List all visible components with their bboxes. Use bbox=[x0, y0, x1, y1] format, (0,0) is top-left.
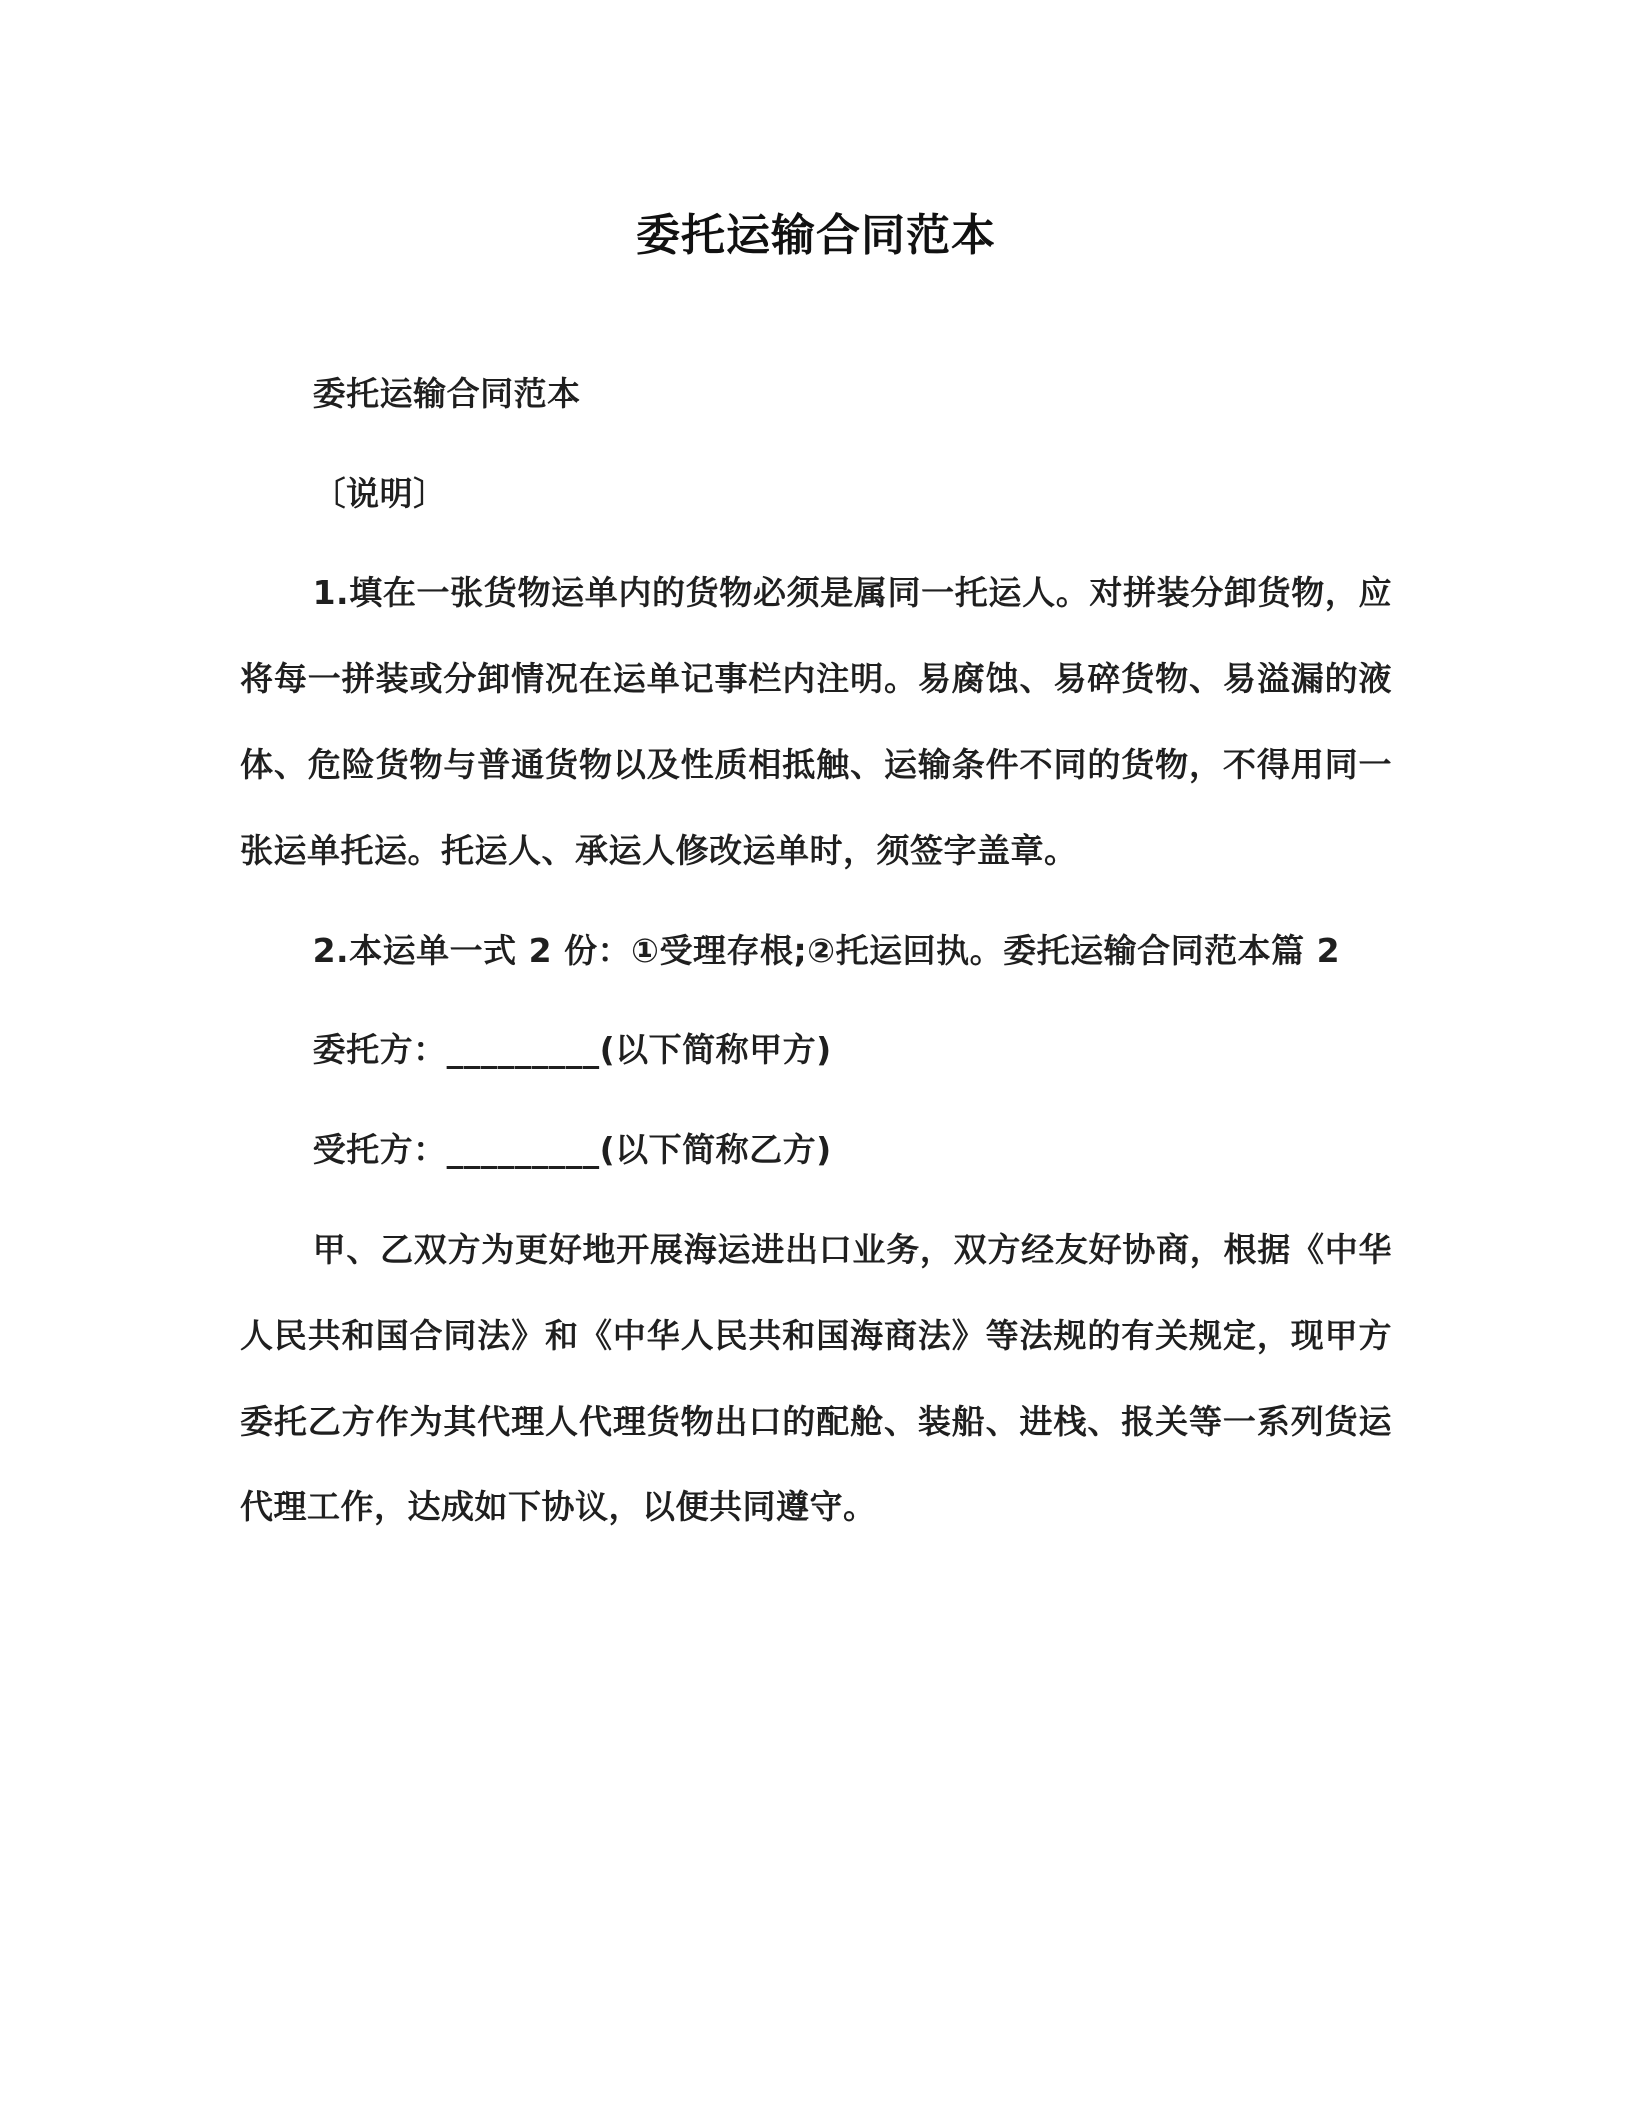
note-label: 〔说明〕 bbox=[312, 473, 447, 513]
note-item-2: 2.本运单一式 2 份：①受理存根;②托运回执。委托运输合同范本篇 2 bbox=[312, 930, 1341, 970]
party-a-line: 委托方：_________(以下简称甲方) bbox=[312, 1030, 832, 1070]
doc-subtitle: 委托运输合同范本 bbox=[312, 373, 581, 413]
page-title: 委托运输合同范本 bbox=[636, 210, 996, 261]
note-item-1: 1.填在一张货物运单内的货物必须是属同一托运人。对拼装分卸货物，应将每一拼装或分卸情况在运单记事栏内注明。易腐蚀、易碎货物、易溢漏的液体、危险货物与普通货物以及性质相抵触、运输条件不同的货物，不得用同一张运单托运。托运人、承运人修改运单时，须签字盖章。 bbox=[240, 573, 1392, 870]
agreement-paragraph: 甲、乙双方为更好地开展海运进出口业务，双方经友好协商，根据《中华人民共和国合同法》和《中华人民共和国海商法》等法规的有关规定，现甲方委托乙方作为其代理人代理货物出口的配舱、装船、进栈、报关等一系列货运代理工作，达成如下协议，以便共同遵守。 bbox=[240, 1229, 1392, 1527]
party-b-line: 受托方：_________(以下简称乙方) bbox=[312, 1130, 832, 1170]
